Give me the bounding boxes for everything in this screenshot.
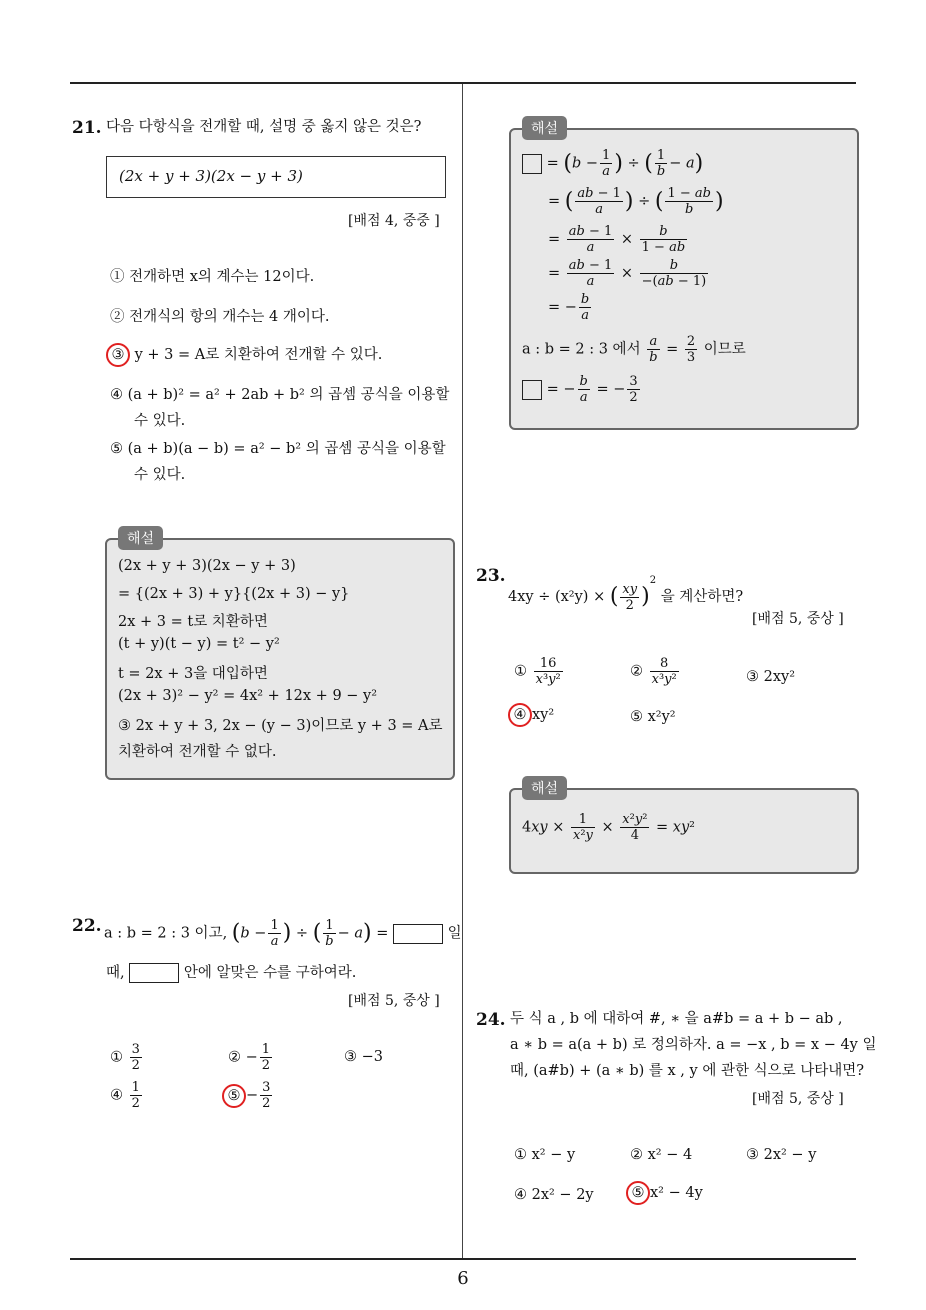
q23-solution-tag: 해설	[522, 776, 567, 800]
q21-solution-line-4: (t + y)(t − y) = t² − y²	[118, 636, 280, 652]
q22-line-1: a : b = 2 : 3 이고, (b − $\frac{1}{a}$ ) ÷ ( $\frac{1}{b}$ − a) = 일	[104, 918, 462, 949]
q22-option-5[interactable]: ⑤ − $\frac{3}{2}$	[222, 1080, 274, 1111]
q22-solution-line-7: = − $\frac{b}{a}$ = − $\frac{3}{2}$	[522, 374, 642, 405]
q21-expression-box	[106, 156, 446, 198]
q21-option-3[interactable]: ③ y + 3 = A로 치환하여 전개할 수 있다.	[110, 342, 382, 368]
q24-line-3: 때, (a#b) + (a ∗ b) 를 x , y 에 관한 식으로 나타내면?	[510, 1063, 864, 1079]
answer-blank-2	[129, 963, 179, 983]
q21-solution-line-3: 2x + 3 = t로 치환하면	[118, 614, 268, 630]
q22-line-2: 때, 안에 알맞은 수를 구하여라.	[106, 965, 357, 981]
q21-number: 21.	[72, 118, 102, 138]
q22-option-4[interactable]: ④ $\frac{1}{2}$	[110, 1080, 140, 1111]
q23-question: 4xy ÷ (x²y) × ( $\frac{xy}{2}$ )$^2$ 을 계산하면?	[508, 575, 744, 613]
bottom-rule	[70, 1258, 856, 1260]
q21-solution-line-2: = {(2x + 3) + y}{(2x + 3) − y}	[118, 586, 350, 602]
answer-mark-icon: ③	[106, 343, 130, 367]
q22-solution-line-6: a : b = 2 : 3 에서 $\frac{a}{b}$ = $\frac{2}{3}$ 이므로	[522, 334, 746, 365]
answer-mark-icon: ⑤	[222, 1084, 246, 1108]
q22-solution-line-4: = $\frac{ab - 1}{a}$ × $\frac{b}{-(ab - 1)}$	[548, 258, 707, 289]
q24-option-4[interactable]: ④ 2x² − 2y	[514, 1187, 594, 1203]
q22-solution-tag: 해설	[522, 116, 567, 140]
q22-solution-line-1: = (b − $\frac{1}{a}$ ) ÷ ( $\frac{1}{b}$ − a)	[522, 148, 703, 179]
q21-score: [배점 4, 중중 ]	[348, 213, 440, 229]
q21-solution-line-5: t = 2x + 3을 대입하면	[118, 666, 268, 682]
q21-solution-line-6: (2x + 3)² − y² = 4x² + 12x + 9 − y²	[118, 688, 378, 704]
q22-option-1[interactable]: ① $\frac{3}{2}$	[110, 1042, 140, 1073]
q23-option-2[interactable]: ② $\frac{8}{\text{x³y²}}$	[630, 656, 677, 687]
q24-option-3[interactable]: ③ 2x² − y	[746, 1147, 817, 1163]
answer-blank	[393, 924, 443, 944]
q24-option-5[interactable]: ⑤ x² − 4y	[626, 1180, 703, 1206]
q21-question: 다음 다항식을 전개할 때, 설명 중 옳지 않은 것은?	[106, 119, 422, 135]
q23-score: [배점 5, 중상 ]	[752, 611, 844, 627]
q24-option-1[interactable]: ① x² − y	[514, 1147, 576, 1163]
column-divider	[462, 84, 463, 1259]
q21-option-1[interactable]: ① 전개하면 x의 계수는 12이다.	[110, 269, 315, 285]
q22-option-2[interactable]: ② − $\frac{1}{2}$	[228, 1042, 271, 1073]
q21-option-5[interactable]: ⑤ (a + b)(a − b) = a² − b² 의 곱셈 공식을 이용할 수 있다.	[110, 441, 446, 483]
q22-option-3[interactable]: ③ −3	[344, 1049, 383, 1065]
top-rule	[70, 82, 856, 84]
q21-solution-line-7: ③ 2x + y + 3, 2x − (y − 3)이므로 y + 3 = A로	[118, 718, 443, 734]
answer-mark-icon: ④	[508, 703, 532, 727]
q23-solution-line: 4xy × $\frac{1}{\text{x²y}}$ × $\frac{\text{x²y²}}{4}$ = xy²	[522, 812, 695, 843]
q22-solution-line-3: = $\frac{ab - 1}{a}$ × $\frac{b}{1 - ab}$	[548, 224, 686, 255]
q24-number: 24.	[476, 1010, 506, 1030]
q24-score: [배점 5, 중상 ]	[752, 1091, 844, 1107]
q22-solution-line-5: = − $\frac{b}{a}$	[548, 292, 590, 323]
q23-number: 23.	[476, 566, 506, 586]
answer-mark-icon: ⑤	[626, 1181, 650, 1205]
q21-solution-line-1: (2x + y + 3)(2x − y + 3)	[118, 558, 296, 574]
q23-option-4[interactable]: ④ xy²	[508, 702, 554, 728]
q23-option-5[interactable]: ⑤ x²y²	[630, 709, 676, 725]
q22-score: [배점 5, 중상 ]	[348, 993, 440, 1009]
page-number: 6	[457, 1268, 469, 1289]
q23-option-1[interactable]: ① $\frac{16}{\text{x³y²}}$	[514, 656, 561, 687]
q24-option-2[interactable]: ② x² − 4	[630, 1147, 693, 1163]
q22-number: 22.	[72, 916, 102, 936]
q21-option-2[interactable]: ② 전개식의 항의 개수는 4 개이다.	[110, 309, 330, 325]
q22-solution-line-2: = ( $\frac{ab - 1}{a}$ ) ÷ ( $\frac{1 - ab}{b}$ )	[548, 186, 724, 217]
q24-line-2: a ∗ b = a(a + b) 로 정의하자. a = −x , b = x − 4y 일	[510, 1037, 877, 1053]
q21-option-4[interactable]: ④ (a + b)² = a² + 2ab + b² 의 곱셈 공식을 이용할 수 있다.	[110, 387, 450, 429]
q21-expression: (2x + y + 3)(2x − y + 3)	[119, 167, 303, 185]
q24-line-1: 두 식 a , b 에 대하여 #, ∗ 을 a#b = a + b − ab ,	[510, 1011, 843, 1027]
q21-solution-line-8: 치환하여 전개할 수 없다.	[118, 744, 277, 760]
q23-option-3[interactable]: ③ 2xy²	[746, 669, 796, 685]
q21-solution-tag: 해설	[118, 526, 163, 550]
